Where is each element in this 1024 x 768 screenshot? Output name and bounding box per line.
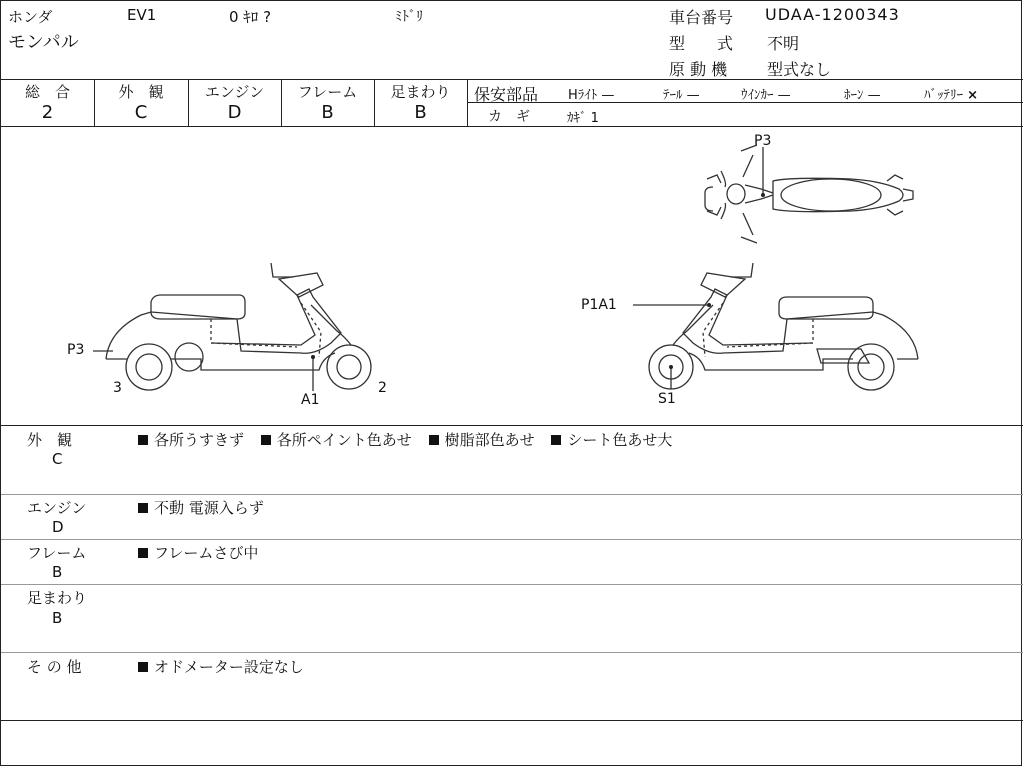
engine-type-label: 原 動 機 xyxy=(669,60,728,79)
label-left-3: 3 xyxy=(113,380,122,396)
divider xyxy=(1,494,1023,495)
detail-suspension-label: 足まわり xyxy=(27,589,88,607)
damage-diagram xyxy=(1,127,1023,425)
grade-frame-label: フレーム xyxy=(297,83,358,101)
body-color: ﾐﾄﾞﾘ xyxy=(395,9,423,25)
safety-label: 保安部品 xyxy=(474,85,539,104)
detail-frame-grade: B xyxy=(52,563,63,581)
frame-no: UDAA-1200343 xyxy=(765,5,900,24)
label-top-p3: P3 xyxy=(754,133,772,149)
label-left-a1: A1 xyxy=(301,392,320,408)
detail-other-items: オドメーター設定なし xyxy=(138,656,304,677)
grade-exterior-value: C xyxy=(134,102,148,123)
key-value: ｶｷﾞ 1 xyxy=(567,111,599,126)
grade-engine-label: エンジン xyxy=(204,83,265,101)
label-right-s1: S1 xyxy=(658,391,676,407)
safety-headlight: Hﾗｲﾄ — xyxy=(568,88,615,103)
grade-total-value: 2 xyxy=(41,102,54,123)
divider xyxy=(1,425,1023,426)
maker: ホンダ xyxy=(8,8,53,26)
safety-tail: ﾃｰﾙ — xyxy=(663,88,700,103)
grade-suspension-label: 足まわり xyxy=(390,83,451,101)
scooter-side-left-icon xyxy=(93,263,371,391)
detail-frame-label: フレーム xyxy=(27,544,87,562)
divider xyxy=(1,720,1023,721)
grade-engine-value: D xyxy=(227,102,242,123)
mileage: 0 ｷﾛ ? xyxy=(229,8,272,26)
grade-exterior-label: 外 観 xyxy=(118,83,164,101)
model-name: モンパル xyxy=(8,32,79,53)
safety-battery: ﾊﾞｯﾃﾘｰ × xyxy=(924,88,979,103)
model-code: EV1 xyxy=(127,6,157,24)
scooter-side-right-icon xyxy=(633,263,918,390)
engine-type-value: 型式なし xyxy=(767,60,832,79)
label-left-p3: P3 xyxy=(67,342,85,358)
label-right-p1a1: P1A1 xyxy=(581,297,617,313)
safety-horn: ﾎｰﾝ — xyxy=(844,88,881,103)
detail-engine-grade: D xyxy=(52,518,64,536)
type-value: 不明 xyxy=(767,34,800,53)
divider xyxy=(1,652,1023,653)
divider xyxy=(1,584,1023,585)
grade-suspension-value: B xyxy=(414,102,427,123)
detail-engine-label: エンジン xyxy=(27,499,87,517)
scooter-top-view-icon xyxy=(705,145,913,243)
frame-no-label: 車台番号 xyxy=(669,8,734,27)
grade-total-label: 総 合 xyxy=(24,83,70,101)
detail-other-label: そ の 他 xyxy=(27,658,82,676)
detail-frame-items: フレームさび中 xyxy=(138,542,258,563)
detail-suspension-grade: B xyxy=(52,609,63,627)
detail-exterior-grade: C xyxy=(52,450,63,468)
detail-exterior-items: 各所うすきず 各所ペイント色あせ 樹脂部色あせ シート色あせ大 xyxy=(138,429,684,450)
grade-frame-value: B xyxy=(321,102,334,123)
detail-exterior-label: 外 観 xyxy=(27,431,73,449)
divider xyxy=(1,79,1023,80)
label-left-2: 2 xyxy=(378,380,387,396)
key-label: カ ギ xyxy=(488,109,530,125)
detail-engine-items: 不動 電源入らず xyxy=(138,497,264,518)
divider xyxy=(1,539,1023,540)
safety-winker: ｳｲﾝｶｰ — xyxy=(741,88,791,103)
type-label: 型 式 xyxy=(669,34,734,53)
